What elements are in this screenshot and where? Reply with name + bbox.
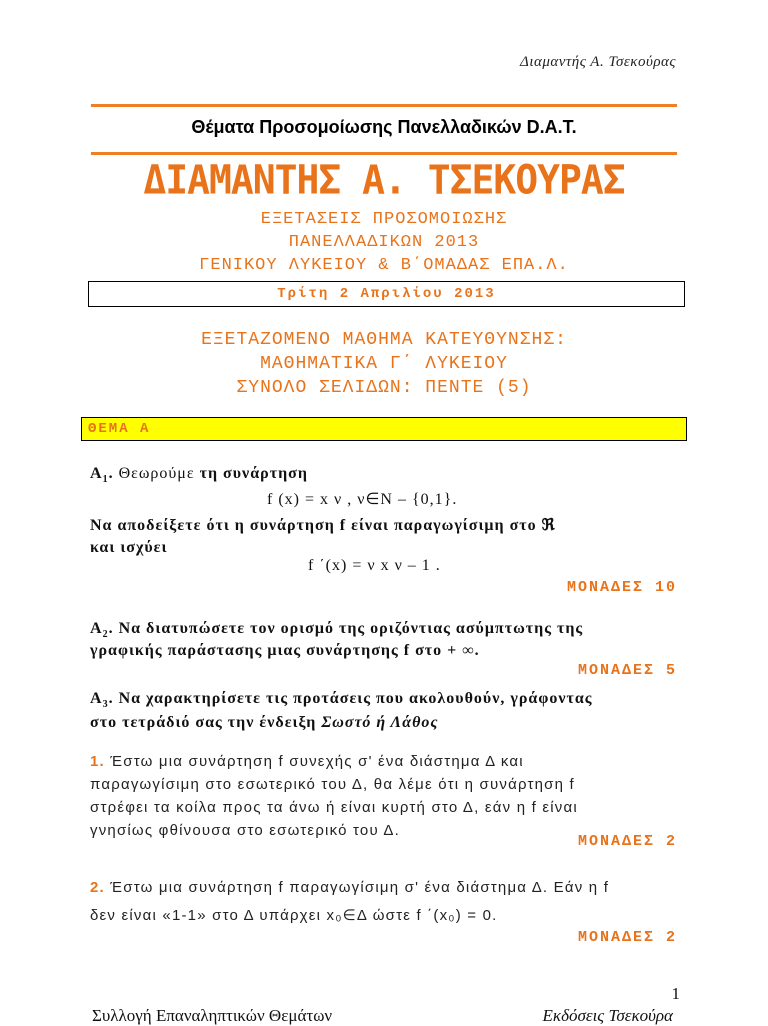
exam-date: Τρίτη 2 Απριλίου 2013 (277, 286, 496, 302)
a2-text: Να διατυπώσετε τον ορισμό της οριζόντιας ασύμπτωτης της (118, 620, 584, 637)
q1-line: γνησίως φθίνουσα στο εσωτερικό του Δ. (90, 822, 400, 839)
question-2 (90, 874, 690, 930)
a1-formula: f (x) = x ν , ν∈N – {0,1}. (267, 491, 458, 508)
exam-line: ΠΑΝΕΛΛΑΔΙΚΩΝ 2013 (288, 233, 480, 252)
a3-true-false: Σωστό ή Λάθος (321, 714, 439, 731)
subject-heading (0, 328, 768, 400)
exam-line: ΓΕΝΙΚΟΥ ΛΥΚΕΙΟΥ & Β΄ΟΜΑΔΑΣ ΕΠΑ.Λ. (199, 256, 569, 275)
a1-line3: και ισχύει (90, 539, 168, 556)
a3-text: Να χαρακτηρίσετε τις προτάσεις που ακολουθούν, γράφοντας (118, 690, 593, 707)
footer-collection: Συλλογή Επαναληπτικών Θεμάτων (92, 1006, 333, 1025)
a1-intro-light: Θεωρούμε (118, 465, 195, 482)
a2-index: 2 (102, 629, 109, 641)
subject-line: ΜΑΘΗΜΑΤΙΚΑ Γ΄ ΛΥΚΕΙΟΥ (260, 354, 508, 374)
author-signature: Διαμαντής Α. Τσεκούρας (520, 54, 676, 70)
a2-line2: γραφικής παράστασης μιας συνάρτησης f στο + ∞. (90, 642, 480, 659)
theme-a-bar (81, 417, 687, 441)
q1-marks: ΜΟΝΑΔΕΣ 2 (577, 833, 677, 850)
a1-line2: Να αποδείξετε ότι η συνάρτηση f είναι παραγωγίσιμη στο ℜ (90, 517, 556, 534)
q2-line: Έστω μια συνάρτηση f παραγωγίσιμη σ' ένα διάστημα Δ. Εάν η f (110, 879, 610, 896)
q2-line: δεν είναι «1-1» στο Δ υπάρχει x₀∈Δ ώστε f ΄(x₀) = 0. (90, 907, 498, 924)
q1-line: παραγωγίσιμη στο εσωτερικό του Δ, θα λέμε ότι η συνάρτηση f (90, 776, 575, 793)
a2-marks: ΜΟΝΑΔΕΣ 5 (577, 662, 677, 679)
second-rule (91, 152, 677, 155)
q1-number: 1. (90, 753, 105, 770)
exam-heading (0, 208, 768, 277)
a1-derivative: f ΄(x) = ν x ν – 1 . (308, 557, 441, 574)
a3-line1: $A_3$. Να χαρακτηρίσετε τις προτάσεις που ακολουθούν, γράφοντας (90, 690, 593, 711)
q2-number: 2. (90, 879, 105, 896)
a2-line1: $A_2$. Να διατυπώσετε τον ορισμό της οριζόντιας ασύμπτωτης της (90, 620, 584, 641)
top-rule (91, 104, 677, 107)
a1-index: 1 (102, 474, 109, 486)
a3-line2 (90, 714, 439, 732)
a3-label: Α (90, 690, 103, 707)
a1-marks: ΜΟΝΑΔΕΣ 10 (566, 579, 677, 596)
subject-line: ΣΥΝΟΛΟ ΣΕΛΙΔΩΝ: ΠΕΝΤΕ (5) (236, 378, 532, 398)
author-title: ΔΙΑΜΑΝΤΗΣ Α. ΤΣΕΚΟΥΡΑΣ (143, 156, 625, 204)
exam-line: ΕΞΕΤΑΣΕΙΣ ΠΡΟΣΟΜΟΙΩΣΗΣ (260, 210, 508, 229)
a1-intro: $A_1$. Θεωρούμε τη συνάρτηση (90, 465, 308, 486)
q1-line: στρέφει τα κοίλα προς τα άνω ή είναι κυρτή στο Δ, εάν η f είναι (90, 799, 578, 816)
a1-label: Α (90, 465, 103, 482)
document-subtitle: Θέματα Προσομοίωσης Πανελλαδικών D.A.T. (191, 117, 577, 137)
a2-label: Α (90, 620, 103, 637)
a3-line2-text: στο τετράδιό σας την ένδειξη (90, 714, 317, 731)
page-number: 1 (671, 984, 680, 1003)
q1-line: Έστω μια συνάρτηση f συνεχής σ' ένα διάστημα Δ και (110, 753, 524, 770)
subject-line: ΕΞΕΤΑΖΟΜΕΝΟ ΜΑΘΗΜΑ ΚΑΤΕΥΘΥΝΣΗΣ: (201, 330, 567, 350)
footer-publisher: Εκδόσεις Τσεκούρα (542, 1006, 673, 1025)
theme-title: ΘΕΜΑ Α (88, 421, 151, 437)
a1-intro-bold: τη συνάρτηση (199, 465, 308, 482)
question-1 (90, 750, 690, 842)
exam-date-box (88, 281, 685, 307)
a3-index: 3 (102, 699, 109, 711)
q2-marks: ΜΟΝΑΔΕΣ 2 (577, 929, 677, 946)
